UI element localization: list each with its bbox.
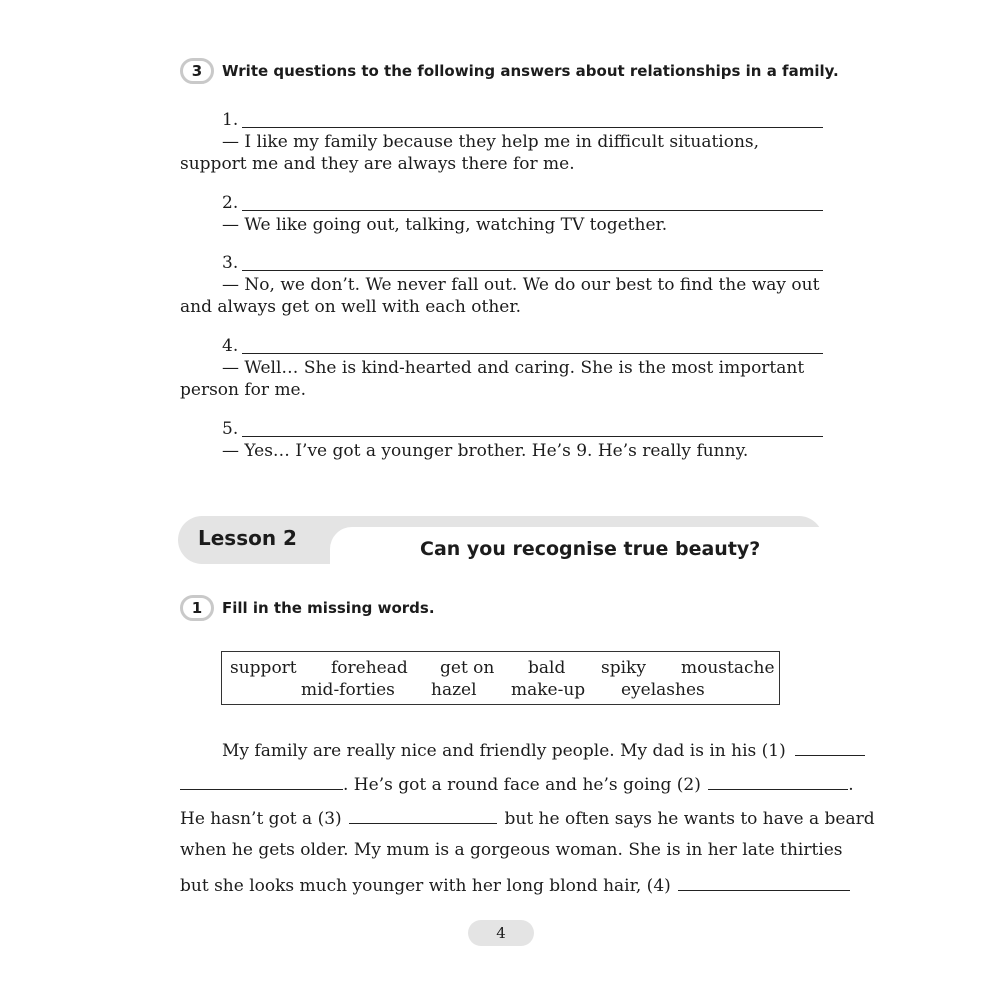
given-answer: — I like my family because they help me in difficult situations, support me and they are always there for me. (180, 132, 760, 174)
exercise-1-header (180, 595, 435, 621)
question-item (180, 192, 823, 236)
exercise-instruction: Write questions to the following answers about relationships in a family. (222, 62, 839, 80)
exercise-instruction: Fill in the missing words. (222, 599, 435, 617)
blank-2[interactable] (708, 772, 848, 790)
blank-3[interactable] (349, 806, 497, 824)
lesson-label: Lesson 2 (198, 526, 297, 550)
blank-1[interactable] (795, 738, 865, 756)
paragraph-text: . He’s got a round face and he’s going (2) (343, 775, 701, 795)
word-bank-item: forehead (331, 658, 408, 678)
page-number: 4 (468, 920, 534, 946)
word-bank-item: moustache (681, 658, 775, 678)
paragraph-text: . (848, 775, 854, 795)
lesson-title: Can you recognise true beauty? (420, 538, 761, 560)
question-item (180, 109, 823, 175)
given-answer: — We like going out, talking, watching TV together. (222, 215, 668, 235)
answer-line[interactable] (242, 210, 823, 211)
exercise-number-badge: 1 (180, 595, 214, 621)
given-answer: — Yes… I’ve got a younger brother. He’s 9. He’s really funny. (222, 441, 749, 461)
exercise-number-badge: 3 (180, 58, 214, 84)
answer-line[interactable] (242, 353, 823, 354)
word-bank-item: make-up (511, 680, 586, 700)
question-item (180, 335, 823, 401)
paragraph-text: when he gets older. My mum is a gorgeous woman. She is in her late thirties (180, 840, 843, 860)
given-answer: — Well… She is kind-hearted and caring. She is the most important person for me. (180, 358, 805, 400)
question-number: 2. (222, 193, 239, 213)
exercise-3-header (180, 58, 839, 84)
word-bank-item: spiky (601, 658, 646, 678)
blank-4[interactable] (678, 873, 850, 891)
word-bank-item: support (230, 658, 297, 678)
question-number: 4. (222, 336, 239, 356)
answer-line[interactable] (242, 127, 823, 128)
paragraph-text: but he often says he wants to have a beard (504, 809, 875, 829)
question-number: 1. (222, 110, 239, 130)
word-bank-item: eyelashes (621, 680, 705, 700)
given-answer: — No, we don’t. We never fall out. We do our best to find the way out and always get on well with each other. (180, 275, 820, 317)
word-bank-item: bald (528, 658, 566, 678)
paragraph-text: My family are really nice and friendly people. My dad is in his (1) (222, 741, 786, 761)
answer-line[interactable] (242, 270, 823, 271)
word-bank (221, 651, 780, 705)
answer-line[interactable] (242, 436, 823, 437)
paragraph-text: but she looks much younger with her long blond hair, (4) (180, 876, 671, 896)
question-number: 5. (222, 419, 239, 439)
question-number: 3. (222, 253, 239, 273)
question-item (180, 252, 823, 318)
word-bank-item: hazel (431, 680, 477, 700)
blank-1-continued[interactable] (180, 772, 343, 790)
paragraph-text: He hasn’t got a (3) (180, 809, 342, 829)
question-item (180, 418, 823, 462)
word-bank-item: get on (440, 658, 495, 678)
word-bank-item: mid-forties (301, 680, 395, 700)
